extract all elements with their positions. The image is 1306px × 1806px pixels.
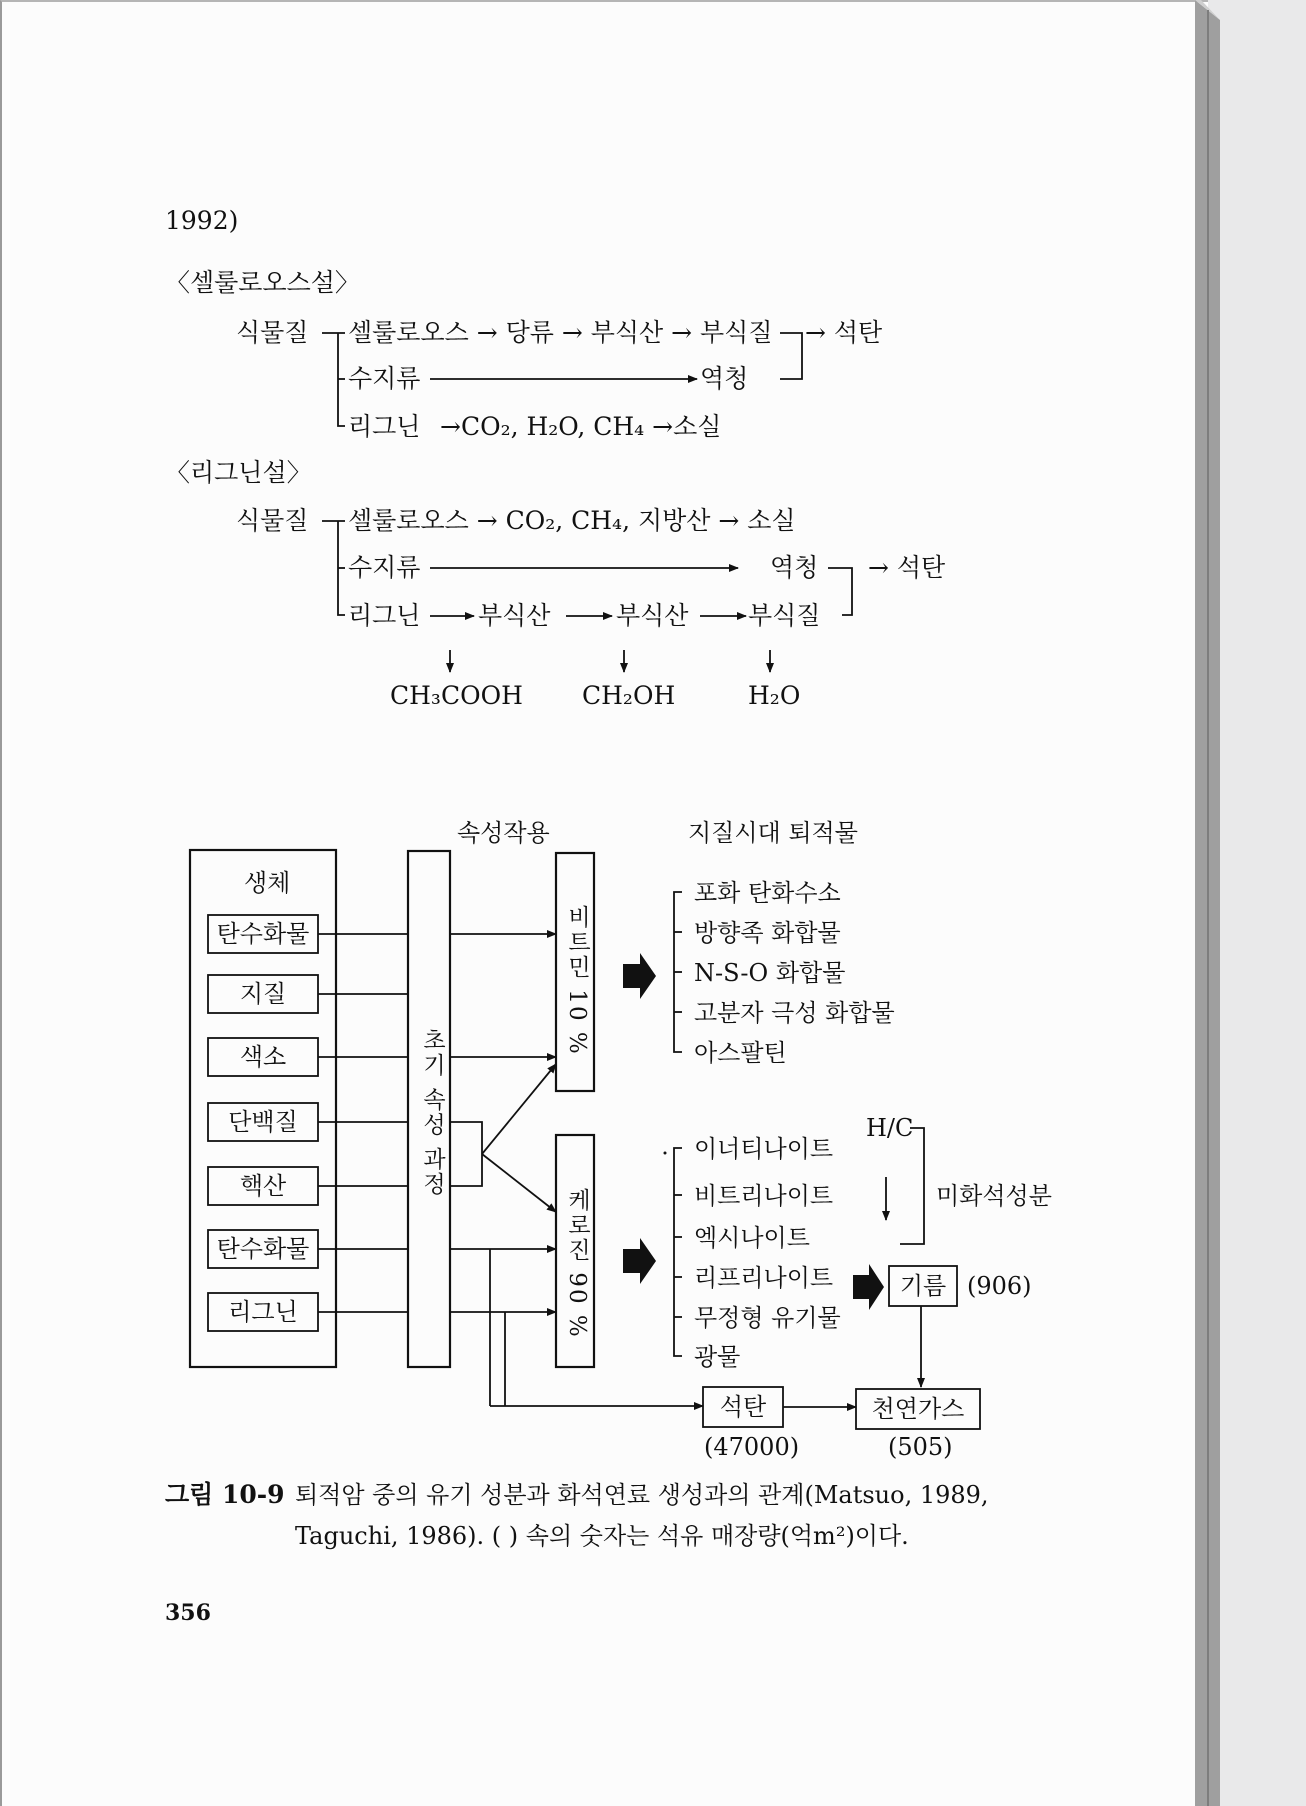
uncoalified-label: 미화석성분: [936, 1182, 1052, 1210]
lignin-row3-a: 리그닌: [348, 601, 421, 630]
kerogen-block-arrow: [623, 1238, 656, 1284]
early-diagenesis-label: 초기 속성 과정: [419, 1028, 445, 1197]
component-pigment: 색소: [239, 1043, 287, 1071]
cellulose-row1-output: → 석탄: [805, 318, 883, 347]
component-lipid: 지질: [239, 980, 287, 1008]
component-carbohydrate-1: 탄수화물: [216, 920, 310, 948]
cellulose-heading: 〈셀룰로오스설〉: [165, 268, 360, 297]
figure-number: 그림 10-9: [165, 1480, 285, 1509]
lignin-row3-c: 부식산: [616, 601, 689, 630]
coal-reserve: (47000): [704, 1433, 800, 1461]
gas-label: 천연가스: [871, 1395, 965, 1423]
kerogen-product-vitrinite: 비트리나이트: [694, 1182, 834, 1210]
bitumen-product-asphaltene: 아스팔틴: [694, 1039, 787, 1067]
component-protein: 단백질: [228, 1108, 298, 1136]
lignin-heading: 〈리그닌설〉: [165, 458, 312, 487]
caption-line1: 퇴적암 중의 유기 성분과 화석연료 생성과의 관계(Matsuo, 1989,: [295, 1481, 989, 1509]
lignin-row3-d: 부식질: [748, 601, 821, 630]
cellulose-row3-end: →CO₂, H₂O, CH₄ →소실: [440, 412, 722, 441]
lignin-row2-start: 수지류: [348, 553, 421, 582]
continued-reference: 1992): [165, 206, 239, 235]
component-nucleic-acid: 핵산: [239, 1172, 287, 1200]
cellulose-row2-start: 수지류: [348, 364, 421, 393]
lignin-product-water: H₂O: [748, 681, 801, 710]
cellulose-row1: 셀룰로오스 → 당류 → 부식산 → 부식질: [348, 318, 773, 347]
kerogen-product-inertinite: 이너티나이트: [694, 1135, 834, 1163]
bitumen-label: 비트민 10 %: [564, 905, 590, 1056]
lignin-row1: 셀룰로오스 → CO₂, CH₄, 지방산 → 소실: [348, 506, 796, 535]
oil-block-arrow: [853, 1264, 884, 1310]
lignin-source: 식물질: [236, 506, 309, 535]
lignin-row2-output: → 석탄: [868, 553, 946, 582]
bitumen-product-aromatic: 방향족 화합물: [694, 919, 841, 947]
diagenesis-header: 속성작용: [457, 819, 550, 847]
lignin-product-acetic: CH₃COOH: [390, 681, 523, 710]
kerogen-product-amorphous: 무정형 유기물: [694, 1304, 841, 1332]
cellulose-row2-end: 역청: [700, 364, 749, 393]
lignin-row3-b: 부식산: [478, 601, 551, 630]
sediment-header: 지질시대 퇴적물: [688, 819, 858, 847]
oil-reserve: (906): [967, 1272, 1032, 1300]
kerogen-product-mineral: 광물: [694, 1343, 741, 1371]
bitumen-product-polar: 고분자 극성 화합물: [694, 999, 895, 1027]
caption-line2: Taguchi, 1986). ( ) 속의 숫자는 석유 매장량(억m²)이다.: [295, 1522, 909, 1550]
cellulose-row3-start: 리그닌: [348, 412, 421, 441]
kerogen-product-liptinite: 리프리나이트: [694, 1264, 834, 1292]
oil-label: 기름: [899, 1272, 947, 1300]
kerogen-label: 케로진 90 %: [564, 1188, 590, 1339]
kerogen-product-exinite: 엑시나이트: [694, 1224, 810, 1252]
coal-label: 석탄: [719, 1393, 767, 1421]
gas-reserve: (505): [888, 1433, 953, 1461]
organism-label: 생체: [244, 869, 291, 897]
bitumen-block-arrow: [623, 953, 656, 999]
lignin-row2-end: 역청: [770, 553, 819, 582]
component-carbohydrate-2: 탄수화물: [216, 1235, 310, 1263]
bitumen-product-nso: N-S-O 화합물: [694, 959, 846, 987]
page-number: 356: [165, 1600, 211, 1626]
component-lignin: 리그닌: [228, 1298, 298, 1326]
bitumen-product-saturated: 포화 탄화수소: [694, 879, 841, 907]
cellulose-source: 식물질: [236, 318, 309, 347]
lignin-product-alcohol: CH₂OH: [582, 681, 676, 710]
hc-ratio-label: H/C: [866, 1114, 914, 1142]
